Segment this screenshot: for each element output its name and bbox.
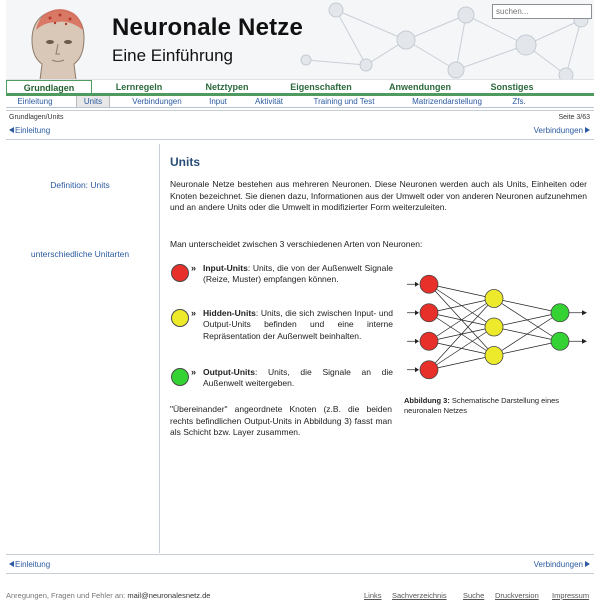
- connection-line: [429, 356, 494, 370]
- search-input[interactable]: [492, 4, 592, 19]
- bullet-arrow-icon: »: [191, 308, 197, 318]
- input-arrow-head: [415, 282, 419, 287]
- input-node: [420, 332, 438, 350]
- bullet-arrow-icon: »: [191, 367, 197, 377]
- input-unit-name: Input-Units: [203, 263, 248, 273]
- hidden-unit-text: : Units, die sich zwischen Input- und Output-Units befinden und eine interne Repräsentation der Außenwelt beinhalten.: [203, 308, 393, 341]
- subtab-einleitung[interactable]: Einleitung: [17, 97, 53, 106]
- subtab-matrizendarstellung[interactable]: Matrizendarstellung: [412, 97, 482, 106]
- footer-link-suche[interactable]: Suche: [463, 591, 485, 600]
- output-unit-name: Output-Units: [203, 367, 255, 377]
- arrow-left-icon: [9, 127, 14, 133]
- brain-head-logo: [20, 2, 96, 80]
- next-page-link[interactable]: [534, 126, 590, 135]
- input-arrow-head: [415, 339, 419, 344]
- figure-caption: [404, 396, 584, 416]
- page-number: Seite 3/63: [558, 114, 590, 121]
- tab-grundlagen[interactable]: Grundlagen: [6, 80, 92, 94]
- contact-email-link[interactable]: mail@neuronalesnetz.de: [127, 591, 211, 600]
- output-unit-text: : Units, die Signale an die Außenwelt weitergeben.: [203, 367, 393, 389]
- input-node: [420, 361, 438, 379]
- input-arrow-head: [415, 310, 419, 315]
- output-node: [551, 332, 569, 350]
- subtab-aktivitaet[interactable]: Aktivität: [254, 97, 283, 106]
- sidebar-note-unitarten[interactable]: unterschiedliche Unitarten: [30, 249, 130, 259]
- footer-navigation: [6, 554, 594, 574]
- connection-line: [429, 327, 494, 370]
- footer-link-sachverzeichnis[interactable]: Sachverzeichnis: [392, 591, 447, 600]
- intro-paragraph: Neuronale Netze bestehen aus mehreren Neuronen. Diese Neuronen werden auch als Units, Einheiten oder Knoten bezeichnet. Sie dienen dazu, Informationen aus der Umwelt oder von anderen Neuronen aufzunehmen und an andere Units oder die Umwelt in modifizierter Form weiterzuleiten.: [170, 179, 587, 213]
- arrow-right-icon: [585, 127, 590, 133]
- connection-line: [429, 284, 494, 298]
- connection-line: [494, 313, 560, 356]
- figure-label: Abbildung 3:: [404, 396, 450, 405]
- arrow-left-icon: [9, 561, 14, 567]
- footer-prev-label: Einleitung: [15, 560, 51, 569]
- subtab-verbindungen[interactable]: Verbindungen: [132, 97, 182, 106]
- tab-netztypen[interactable]: Netztypen: [205, 82, 249, 92]
- footer-link-impressum[interactable]: Impressum: [552, 591, 590, 600]
- layer-paragraph: "Übereinander" angeordnete Knoten (z.B. die beiden rechts befindlichen Output-Units in Abbildung 3) fasst man als Schicht bzw. Layer zusammen.: [170, 404, 392, 438]
- input-unit-description: [203, 263, 393, 286]
- site-subtitle: Eine Einführung: [112, 46, 233, 65]
- footer-next-page-link[interactable]: [534, 560, 590, 569]
- hidden-unit-description: [203, 308, 393, 342]
- site-title: Neuronale Netze: [112, 14, 304, 41]
- connection-line: [494, 313, 560, 327]
- connection-line: [494, 341, 560, 355]
- hidden-unit-icon: [171, 309, 189, 327]
- connection-line: [494, 299, 560, 313]
- arrow-right-icon: [585, 561, 590, 567]
- hidden-node: [485, 290, 503, 308]
- footer-link-links[interactable]: Links: [364, 591, 382, 600]
- main-navigation: [6, 80, 594, 94]
- subtab-zfs[interactable]: Zfs.: [512, 97, 526, 106]
- input-node: [420, 304, 438, 322]
- subtab-training-und-test[interactable]: Training und Test: [313, 97, 375, 106]
- tab-anwendungen[interactable]: Anwendungen: [389, 82, 451, 92]
- output-arrow-head: [582, 310, 587, 315]
- subnav-divider: [6, 107, 594, 108]
- footer-next-label: Verbindungen: [533, 560, 583, 569]
- prev-page-link[interactable]: [9, 126, 50, 135]
- unit-types-intro: Man unterscheidet zwischen 3 verschiedenen Arten von Neuronen:: [170, 239, 423, 249]
- page-footer: [6, 591, 594, 602]
- footer-link-druckversion[interactable]: Druckversion: [495, 591, 539, 600]
- breadcrumb-bar: [6, 110, 594, 140]
- connection-line: [429, 299, 494, 313]
- page-header: [6, 0, 594, 80]
- input-unit-icon: [171, 264, 189, 282]
- subtab-input[interactable]: Input: [209, 97, 227, 106]
- tab-sonstiges[interactable]: Sonstiges: [490, 82, 534, 92]
- tab-lernregeln[interactable]: Lernregeln: [115, 82, 163, 92]
- footer-prev-page-link[interactable]: [9, 560, 50, 569]
- feedback-text: Anregungen, Fragen und Fehler an:: [6, 591, 126, 600]
- subtab-units[interactable]: Units: [76, 96, 110, 108]
- breadcrumb: Grundlagen/Units: [9, 114, 64, 121]
- input-unit-text: : Units, die von der Außenwelt Signale (Reize, Muster) empfangen können.: [203, 263, 393, 285]
- prev-page-label: Einleitung: [15, 126, 51, 135]
- neural-network-diagram: [403, 256, 588, 396]
- input-node: [420, 275, 438, 293]
- hidden-unit-name: Hidden-Units: [203, 308, 256, 318]
- input-arrow-head: [415, 367, 419, 372]
- output-unit-icon: [171, 368, 189, 386]
- connection-line: [429, 299, 494, 342]
- sidebar-note-definition[interactable]: Definition: Units: [50, 180, 110, 190]
- hidden-node: [485, 347, 503, 365]
- bullet-arrow-icon: »: [191, 263, 197, 273]
- output-unit-description: [203, 367, 393, 390]
- figure-caption-text: Schematische Darstellung eines neuronalen Netzes: [404, 396, 560, 415]
- content-title: Units: [170, 155, 200, 169]
- output-node: [551, 304, 569, 322]
- output-arrow-head: [582, 339, 587, 344]
- hidden-node: [485, 318, 503, 336]
- connection-line: [429, 299, 494, 370]
- next-page-label: Verbindungen: [533, 126, 583, 135]
- tab-eigenschaften[interactable]: Eigenschaften: [290, 82, 352, 92]
- sidebar-divider: [159, 144, 160, 553]
